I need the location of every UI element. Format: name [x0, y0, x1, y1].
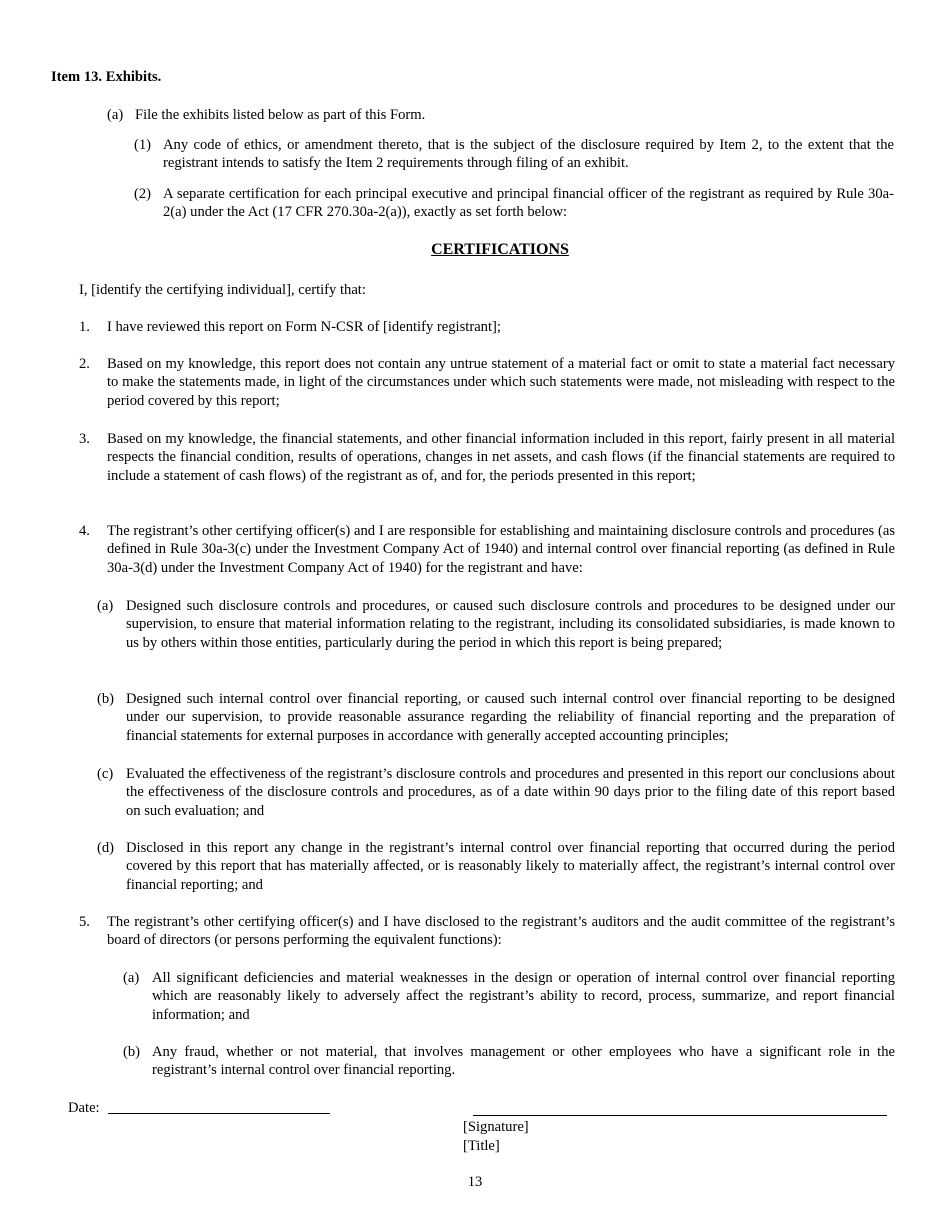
cert-sub-text-4a: Designed such disclosure controls and procedures, or caused such disclosure controls and procedures to be designed under our supervision, to ensure that material information relating to the registrant, including its consolidated subsidiaries, is made known to us by others within those entities, particularly during the period in which this report is being prepared;: [126, 598, 895, 651]
page-number: 13: [467, 1174, 483, 1190]
cert-sub-marker-5b: (b): [123, 1044, 141, 1060]
date-label: Date:: [68, 1100, 100, 1116]
cert-point-text-5: The registrant’s other certifying officer(s) and I have disclosed to the registrant’s auditors and the audit committee of the registrant’s board of directors (or persons performing the equivalent functions):: [107, 914, 895, 949]
cert-point-text-4: The registrant’s other certifying officer(s) and I are responsible for establishing and maintaining disclosure controls and procedures (as defined in Rule 30a-3(c) under the Investment Company Act of 1940) and internal control over financial reporting (as defined in Rule 30a-3(d) under the Investment Company Act of 1940) for the registrant and have:: [107, 523, 895, 576]
cert-sub-marker-4c: (c): [97, 766, 114, 782]
cert-sub-text-4c: Evaluated the effectiveness of the registrant’s disclosure controls and procedures and presented in this report our conclusions about the effectiveness of the disclosure controls and procedures, as of a date within 90 days prior to the filing date of this report based on such evaluation; and: [126, 766, 895, 819]
cert-point-marker-2: 2.: [79, 356, 90, 372]
cert-point-text-2: Based on my knowledge, this report does not contain any untrue statement of a material fact or omit to state a material fact necessary to make the statements made, in light of the circumstances under which such statements were made, not misleading with respect to the period covered by this report;: [107, 356, 895, 409]
title-label: [Title]: [463, 1138, 500, 1154]
cert-sub-text-5a: All significant deficiencies and material weaknesses in the design or operation of internal control over financial reporting which are reasonably likely to adversely affect the registrant’s ability to record, process, summarize, and report financial information; and: [152, 970, 895, 1023]
cert-point-marker-1: 1.: [79, 319, 90, 335]
cert-sub-marker-4b: (b): [97, 691, 115, 707]
exhibit-marker-a: (a): [107, 107, 124, 123]
exhibit-item-2: [134, 185, 894, 223]
cert-sub-marker-4d: (d): [97, 840, 115, 856]
exhibit-text-a: File the exhibits listed below as part of this Form.: [135, 107, 426, 123]
cert-point-text-1: I have reviewed this report on Form N-CSR of [identify registrant];: [107, 319, 501, 335]
cert-sub-text-5b: Any fraud, whether or not material, that involves management or other employees who have a significant role in the registrant’s internal control over financial reporting.: [152, 1044, 895, 1079]
cert-sub-text-4d: Disclosed in this report any change in the registrant’s internal control over financial reporting that occurred during the period covered by this report that has materially affected, or is reasonably likely to materially affect, the registrant’s internal control over financial reporting; and: [126, 840, 895, 893]
exhibit-item-1: [134, 136, 894, 174]
exhibit-marker-1: (1): [134, 137, 152, 153]
certifications-title: CERTIFICATIONS: [431, 241, 569, 258]
cert-sub-marker-4a: (a): [97, 598, 114, 614]
section-heading: Item 13. Exhibits.: [51, 69, 162, 85]
signature-line: [473, 1115, 887, 1116]
cert-point-marker-4: 4.: [79, 523, 90, 539]
signature-label: [Signature]: [463, 1119, 529, 1135]
exhibit-text-1: Any code of ethics, or amendment thereto, that is the subject of the disclosure required by Item 2, to the extent that the registrant intends to satisfy the Item 2 requirements through filing of an exhibit.: [163, 137, 894, 172]
date-line: [108, 1113, 330, 1114]
certification-intro: I, [identify the certifying individual], certify that:: [79, 282, 366, 298]
cert-point-text-3: Based on my knowledge, the financial statements, and other financial information included in this report, fairly present in all material respects the financial condition, results of operations, changes in net assets, and cash flows (if the financial statements are required to include a statement of cash flows) of the registrant as of, and for, the periods presented in this report;: [107, 431, 895, 484]
cert-sub-marker-5a: (a): [123, 970, 140, 986]
exhibit-marker-2: (2): [134, 186, 152, 202]
cert-sub-text-4b: Designed such internal control over financial reporting, or caused such internal control over financial reporting to be designed under our supervision, to provide reasonable assurance regarding the reliability of financial reporting and the preparation of financial statements for external purposes in accordance with generally accepted accounting principles;: [126, 691, 895, 744]
cert-point-marker-5: 5.: [79, 914, 90, 930]
cert-point-marker-3: 3.: [79, 431, 90, 447]
exhibit-text-2: A separate certification for each principal executive and principal financial officer of the registrant as required by Rule 30a-2(a) under the Act (17 CFR 270.30a-2(a)), exactly as set forth below:: [163, 186, 894, 221]
